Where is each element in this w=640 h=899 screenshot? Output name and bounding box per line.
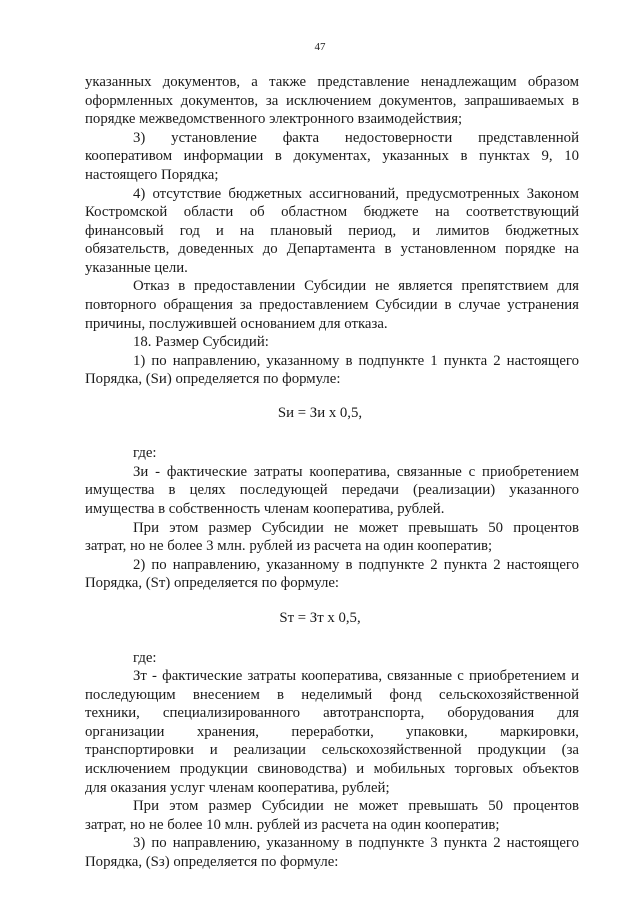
text-line: техники, специализированного автотранспорта, оборудования для (85, 705, 579, 721)
text-line: 3) по направлению, указанному в подпункте 3 пункта 2 настоящего (133, 835, 579, 851)
text-line: для оказания услуг членам кооператива, рублей; (85, 780, 390, 796)
formula-si: Sи = Зи х 0,5, (277, 405, 363, 421)
text-line: оформленных документов, за исключением документов, запрашиваемых в (85, 93, 579, 109)
text-line: Порядка, (Sт) определяется по формуле: (85, 575, 340, 591)
text-line: финансовый год и на плановый период, и лимитов бюджетных (85, 223, 579, 239)
formula-st: Sт = Зт х 0,5, (279, 610, 361, 626)
text-line: При этом размер Субсидии не может превышать 50 процентов (133, 798, 579, 814)
text-line: затрат, но не более 10 млн. рублей из расчета на один кооператив; (85, 817, 500, 833)
text-line: Порядка, (Sз) определяется по формуле: (85, 854, 339, 870)
text-line: имущества в собственность членам кооператива, рублей. (85, 501, 445, 517)
text-line: где: (133, 445, 157, 461)
text-line: Отказ в предоставлении Субсидии не является препятствием для (133, 278, 579, 294)
text-line: последующим внесением в неделимый фонд сельскохозяйственной (85, 687, 579, 703)
page-number: 47 (314, 41, 326, 53)
text-line: организации хранения, переработки, упаковки, маркировки, (85, 724, 579, 740)
text-line: порядке межведомственного электронного взаимодействия; (85, 111, 463, 127)
section-heading: 18. Размер Субсидий: (133, 334, 269, 350)
text-line: обязательств, доведенных до Департамента в установленном порядке на (85, 241, 579, 257)
text-line: исключением продукции свиноводства) и мобильных торговых объектов (85, 761, 579, 777)
text-line: транспортировки и реализации сельскохозяйственной продукции (за (85, 742, 579, 758)
text-line: 1) по направлению, указанному в подпункте 1 пункта 2 настоящего (133, 353, 579, 369)
text-line: Зт - фактические затраты кооператива, связанные с приобретением и (133, 668, 579, 684)
text-line: повторного обращения за предоставлением Субсидии в случае устранения (85, 297, 579, 313)
text-line: настоящего Порядка; (85, 167, 219, 183)
text-line: причины, послужившей основанием для отказа. (85, 316, 388, 332)
text-line: При этом размер Субсидии не может превышать 50 процентов (133, 520, 579, 536)
text-line: Порядка, (Sи) определяется по формуле: (85, 371, 341, 387)
text-line: имущества в целях последующей передачи (реализации) указанного (85, 482, 579, 498)
text-line: где: (133, 650, 157, 666)
text-line: затрат, но не более 3 млн. рублей из расчета на один кооператив; (85, 538, 493, 554)
text-line: указанных документов, а также представление ненадлежащим образом (85, 74, 579, 90)
text-line: кооперативом информации в документах, указанных в пунктах 9, 10 (85, 148, 579, 164)
text-line: указанные цели. (85, 260, 188, 276)
text-line: Костромской области об областном бюджете на соответствующий (85, 204, 579, 220)
text-line: Зи - фактические затраты кооператива, связанные с приобретением (133, 464, 579, 480)
text-line: 3) установление факта недостоверности представленной (133, 130, 579, 146)
text-line: 2) по направлению, указанному в подпункте 2 пункта 2 настоящего (133, 557, 579, 573)
text-line: 4) отсутствие бюджетных ассигнований, предусмотренных Законом (133, 186, 579, 202)
